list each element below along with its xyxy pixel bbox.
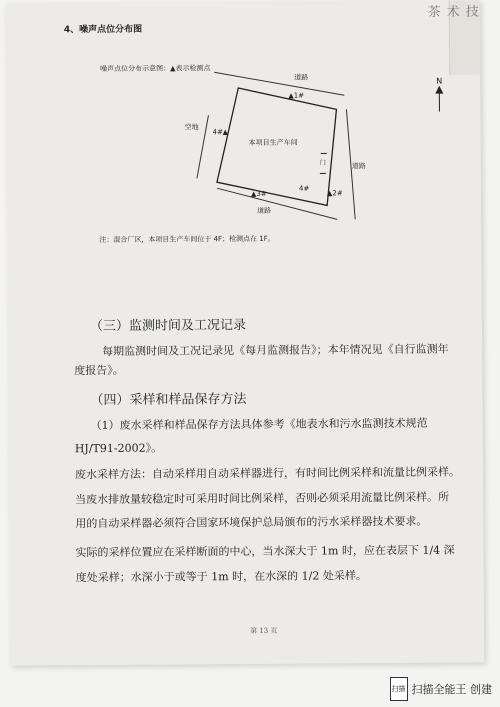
section-4-line: 用的自动采样器必须符合国家环境保护总局颁布的污水采样器技术要求。	[75, 514, 428, 531]
side-tab-char: 技	[462, 4, 478, 18]
document-page	[6, 0, 485, 665]
map-note: 注：混合厂区，本项目生产车间位于 4F；检测点在 1F。	[99, 234, 275, 245]
section-4-line: 实际的采样位置应在采样断面的中心，当水深大于 1m 时，应在表层下 1/4 深	[75, 543, 455, 560]
side-tab-char: 术	[443, 4, 459, 18]
workshop-label: 本项目生产车间	[248, 138, 298, 147]
watermark-text: 扫描全能王 创建	[411, 683, 492, 696]
section-4-line: HJ/T91-2002》。	[74, 441, 163, 456]
section-4-line: 废水采样方法：自动采样用自动采样器进行，有时间比例采样和流量比例采样。	[74, 465, 461, 482]
point-4-label: 4#	[212, 128, 223, 137]
point-4-marker: ▲	[222, 128, 229, 137]
section-3-title: （三）监测时间及工况记录	[89, 317, 247, 335]
page-number: 第 13 页	[250, 626, 278, 635]
section-4-line: 度处采样；水深小于或等于 1m 时，在水深的 1/2 处采样。	[75, 569, 367, 585]
scanner-logo-icon: 扫描	[390, 677, 408, 701]
section-4-title: （四）采样和样品保存方法	[90, 391, 247, 409]
north-label: N	[436, 76, 443, 86]
point-2-label: ▲2#	[326, 189, 343, 198]
point-1-label: ▲1#	[288, 91, 305, 100]
point-3-label: ▲3#	[251, 189, 267, 198]
side-tab	[424, 0, 481, 74]
road-label-bottom: 道路	[257, 206, 272, 215]
door-label: 门	[319, 159, 326, 167]
section-4-line: （1）废水采样和样品保存方法具体参考《地表水和污水监测技术规范	[90, 416, 428, 433]
road-line-top	[214, 71, 344, 96]
noise-point-map	[176, 69, 407, 231]
map-title: 噪声点位分布示意图：▲表示检测点	[100, 64, 211, 74]
section-4-line: 当废水排放量较稳定时可采用时间比例采样，否则必须采用流量比例采样。所	[75, 490, 450, 507]
floor-4f-label: 4#	[298, 184, 310, 193]
empty-land-label: 空地	[184, 123, 199, 132]
north-arrow	[434, 77, 444, 114]
road-label-top: 道路	[294, 73, 309, 82]
road-label-right: 道路	[351, 162, 366, 171]
scanner-watermark	[390, 677, 493, 701]
north-arrow-icon	[434, 86, 444, 112]
section-3-line: 每期监测时间及工况记录见《每月监测报告》；本年情况见《自行监测年	[102, 342, 449, 358]
side-tab-char: 茶	[424, 4, 440, 18]
section-3-line: 度报告》。	[74, 363, 124, 378]
section-title: 4、噪声点位分布图	[63, 24, 143, 36]
